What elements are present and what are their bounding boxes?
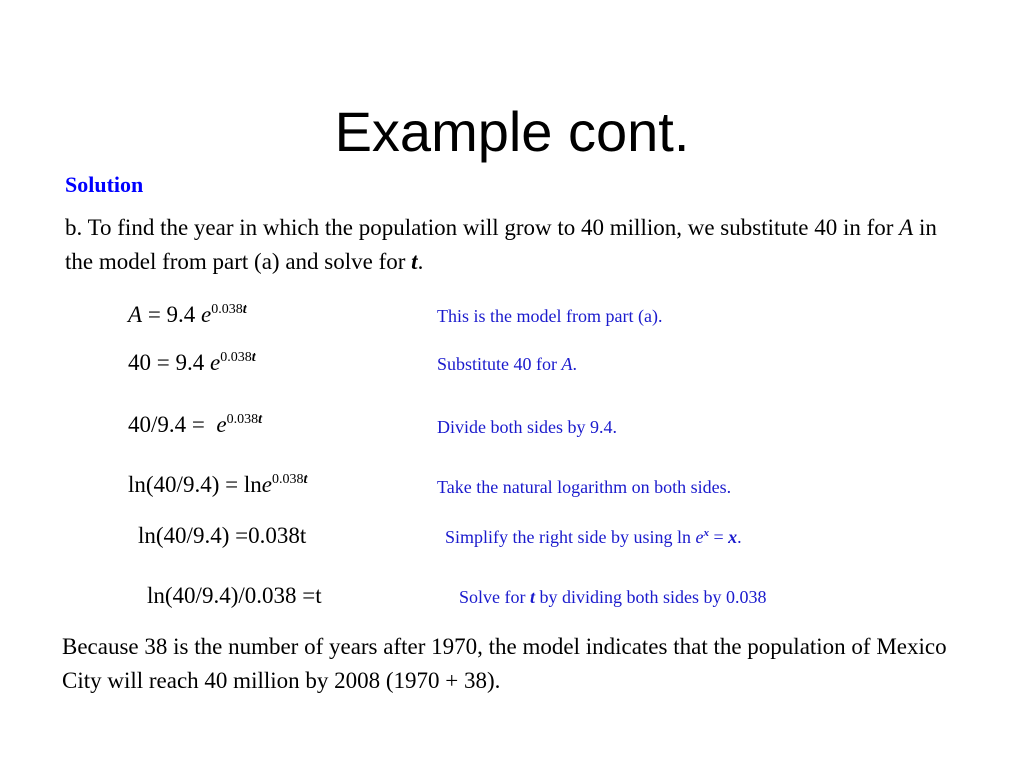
slide-title: Example cont. (334, 100, 690, 163)
conclusion-paragraph: Because 38 is the number of years after 1970, the model indicates that the population of Mexico City will reach 40 million by 2008 (1970 + 38). (62, 634, 947, 693)
note-step-2: Substitute 40 for A. (437, 354, 577, 374)
note-step-3: Divide both sides by 9.4. (437, 417, 617, 437)
equation-step-6: ln(40/9.4)/0.038 =t (147, 583, 322, 608)
exponent: 0.038t (226, 412, 262, 427)
note-step-1: This is the model from part (a). (437, 306, 663, 326)
note-step-6: Solve for t by dividing both sides by 0.038 (459, 587, 767, 607)
exponent: 0.038t (271, 472, 308, 487)
equation-step-3: $40/9.4 = e^{0.038t}$ (128, 412, 262, 437)
equation-step-2: 40 = 9.4 $e^{0.038t}$ (128, 350, 256, 375)
equation-step-1: A = 9.4 $e^{0.038t}$ (128, 302, 247, 327)
equation-step-5: ln(40/9.4) =0.038t (138, 523, 307, 548)
intro-text-3: . (417, 249, 424, 274)
intro-var-t: t (411, 249, 418, 274)
intro-text-1: b. To find the year in which the population will grow to 40 million, we substitute 40 in for (65, 215, 900, 240)
exponent: 0.038t (211, 302, 247, 317)
equation-step-4: ln(40/9.4) = lne$^{0.038t}$ (128, 472, 308, 497)
note-step-4: Take the natural logarithm on both sides. (437, 477, 732, 497)
intro-text-2: in the model from part (a) and solve for (65, 215, 937, 274)
intro-paragraph (65, 211, 945, 279)
exponent: 0.038t (220, 350, 256, 365)
note-step-5: Simplify the right side by using $\ln e^x = x$. (445, 527, 742, 547)
intro-var-a: A (899, 215, 914, 240)
solution-label: Solution (65, 172, 144, 197)
